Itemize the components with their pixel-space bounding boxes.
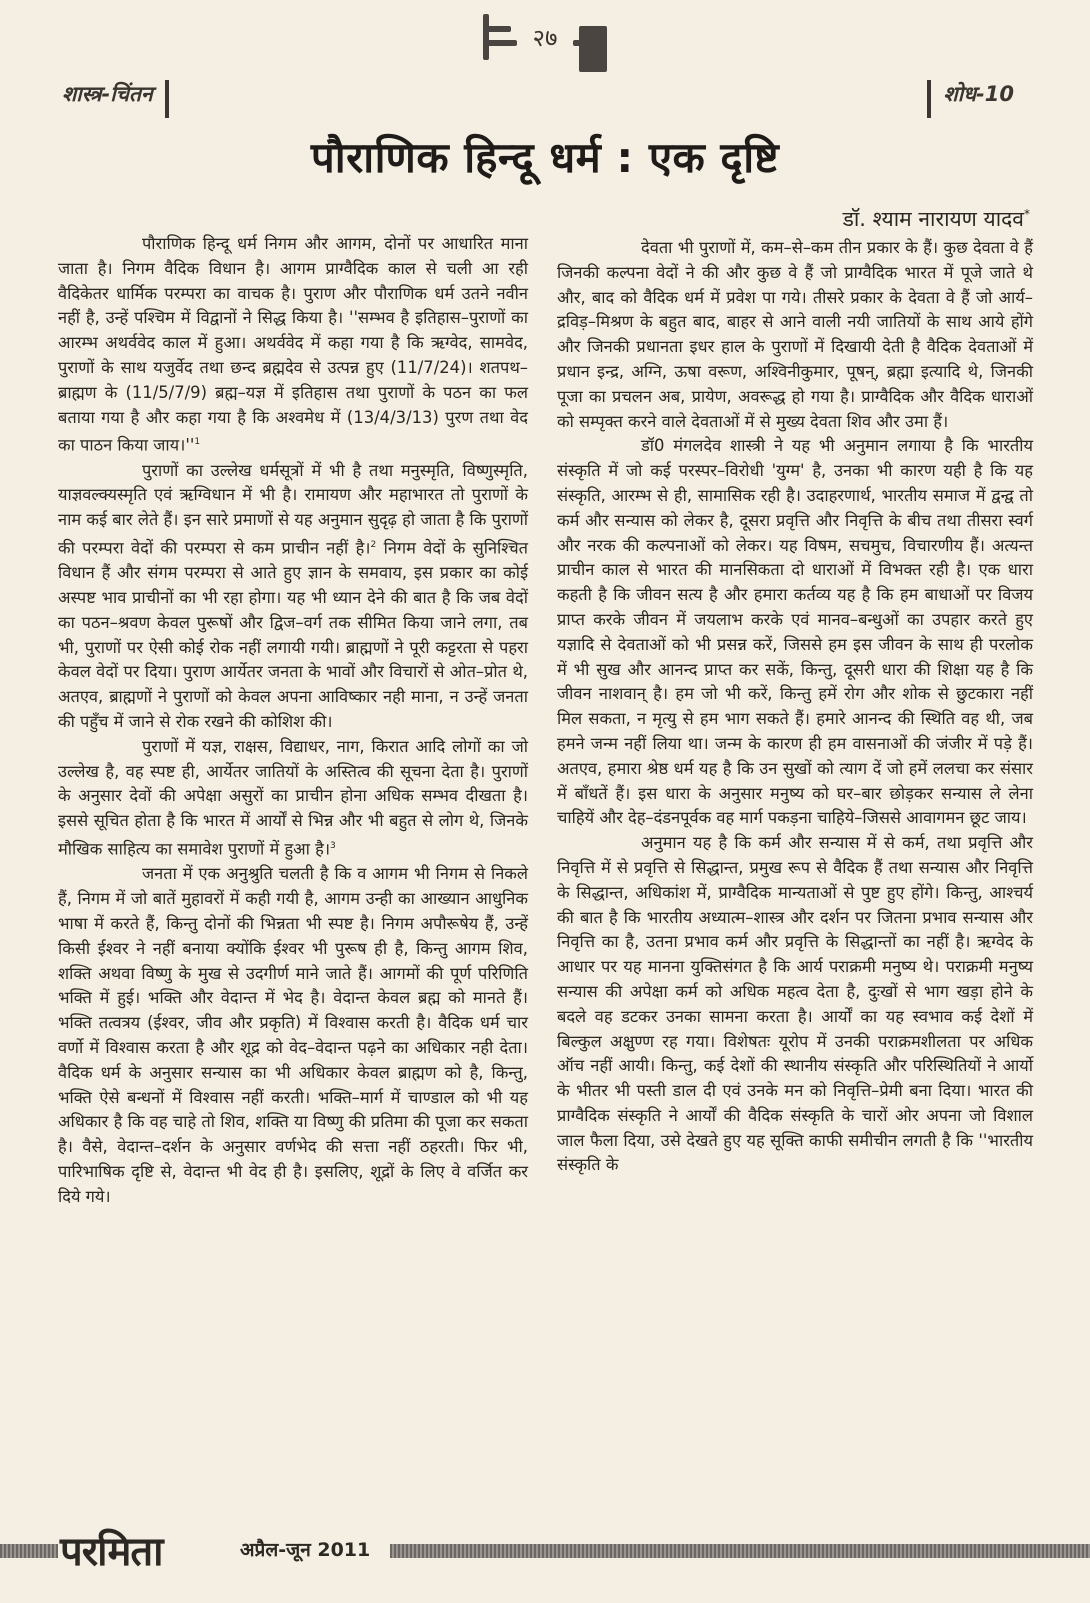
left-p2a-text: पुराणों का उल्लेख धर्मसूत्रों में भी है तथा मनुस्मृति, विष्णुस्मृति, याज्ञवल्क्यस्मृति एवं ऋग्विधान में भी है। रामायण और महाभारत तो पुराणों के नाम कई बार लेते हैं। इन सारे प्रमाणों से यह अनुमान सुदृढ़ हो जाता है कि पुराणों की परम्परा वेदों की परम्परा से कम प्राचीन नहीं है। [58,460,528,558]
footer-rule-left [0,1544,58,1558]
footer-rule-right [390,1544,1090,1558]
left-paragraph-3 [58,735,528,862]
issue-date: अप्रैल-जून 2011 [240,1539,371,1561]
page-number-block [0,14,1090,74]
left-ornament-icon [483,14,517,60]
left-paragraph-4: जनता में एक अनुश्रुति चलती है कि व आगम भी निगम से निकले हैं, निगम में जो बातें मुहावरों में कही गयी है, आगम उन्ही का आख्यान आधुनिक भाषा में करते हैं, किन्तु दोनों की भिन्नता भी स्पष्ट है। निगम अपौरूषेय हैं, उन्हें किसी ईश्वर ने नहीं बनाया क्योंकि ईश्वर भी पुरूष ही है, किन्तु आगम शिव, शक्ति अथवा विष्णु के मुख से उदगीर्ण माने जाते हैं। आगमों की पूर्ण परिणिति भक्ति में हुई। भक्ति और वेदान्त में भेद है। वेदान्त केवल ब्रह्म को मानते हैं। भक्ति तत्वत्रय (ईश्वर, जीव और प्रकृति) में विश्वास करती है। वैदिक धर्म चार वर्णो में विश्वास करता है और शूद्र को वेद–वेदान्त पढ़ने का अधिकार नही देता। वैदिक धर्म के अनुसार सन्यास का भी अधिकार केवल ब्राह्मण को है, किन्तु, भक्ति ऐसे बन्धनों में विश्वास नहीं करती। भक्ति–मार्ग में चाण्डाल को भी यह अधिकार है कि वह चाहे तो शिव, शक्ति या विष्णु की प्रतिमा की पूजा कर सकता है। वैसे, वेदान्त–दर्शन के अनुसार वर्णभेद की सत्ता नहीं ठहरती। फिर भी, पारिभाषिक दृष्टि से, वेदान्त भी वेद ही है। इसलिए, शूद्रों के लिए वे वर्जित कर दिये गये। [58,864,528,1206]
left-p1-text: पौराणिक हिन्दू धर्म निगम और आगम, दोनों पर आधारित माना जाता है। निगम वैदिक विधान है। आगम प्राग्वैदिक काल से चली आ रही वैदिकेतर धार्मिक परम्परा का वाचक है। पुराण और पौराणिक धर्म उतने नवीन नहीं है, उन्हें पश्चिम में विद्वानों ने सिद्ध किया है। ''सम्भव है इतिहास–पुराणों का आरम्भ अथर्ववेद काल में हुआ। अथर्ववेद में कहा गया है कि ऋग्वेद, सामवेद, पुराणों के साथ यजुर्वेद तथा छन्द ब्रह्मदेव से उत्पन्न हुए (11/7/24)। शतपथ–ब्राह्मण के (11/5/7/9) ब्रह्म–यज्ञ में इतिहास तथा पुराणों के पठन का फल बताया गया है और कहा गया है कि अश्वमेध में (13/4/3/13) पुरण तथा वेद का पाठन किया जाय।'' [58,234,528,455]
left-p2b-text: निगम वेदों के सुनिश्चित विधान हैं और संगम परम्परा से आते हुए ज्ञान के समवाय, इस प्रकार का कोई अस्पष्ट भाव प्राचीनों का भी रहा होगा। यह भी ध्यान देने की बात है कि जब वेदों का पठन–श्रवण केवल पुरूषों और द्विज–वर्ग तक सीमित किया जाने लगा, तब भी, पुराणों पर ऐसी कोई रोक नहीं लगायी गयी। ब्राह्मणों ने पूरी कट्टरता से पहरा केवल वेदों पर दिया। पुराण आर्येतर जनता के भावों और विचारों से ओत–प्रोत थे, अतएव, ब्राह्मणों ने पुराणों को केवल अपना आविष्कार नही माना, न उन्हें जनता की पहुँच में जाने से रोक रखने की कोशिश की। [58,538,529,732]
right-paragraph-3: अनुमान यह है कि कर्म और सन्यास में से कर्म, तथा प्रवृत्ति और निवृत्ति में से प्रवृत्ति से सिद्धान्त, प्रमुख रूप से वैदिक हैं तथा सन्यास और निवृत्ति के सिद्धान्त, अधिकांश में, प्राग्वैदिक मान्यताओं से पुष्ट हुए होंगे। किन्तु, आश्चर्य की बात है कि भारतीय अध्यात्म–शास्त्र और दर्शन पर जितना प्रभाव सन्यास और निवृत्ति का है, उतना प्रभाव कर्म और प्रवृत्ति के सिद्धान्तों का नहीं है। ऋग्वेद के आधार पर यह मानना युक्तिसंगत है कि आर्य पराक्रमी मनुष्य थे। पराक्रमी मनुष्य सन्यास की अपेक्षा कर्म को अधिक महत्व देता है, दुःखों से भाग खड़ा होने के बदले वह डटकर उनका सामना करता है। आर्यों का यह स्वभाव कई देशों में बिल्कुल अक्षुण्ण रह गया। विशेषतः यूरोप में उनकी पराक्रमशीलता पर अधिक ऑच नहीं आयी। किन्तु, कई देशों की स्थानीय संस्कृति और परिस्थितियों ने आर्यो के भीतर भी पस्ती डाल दी एवं उनके मन को निवृत्ति–प्रेमी बना दिया। भारत की प्राग्वैदिक संस्कृति ने आर्यों की वैदिक संस्कृति के चारों ओर अपना जो विशाल जाल फैला दिया, उसे देखते हुए यह सूक्ति काफी समीचीन लगती है कि ''भारतीय संस्कृति के [557,833,1033,1175]
magazine-name: परमिता [60,1529,163,1575]
section-label-right: शोध-10 [927,80,1014,118]
right-paragraph-1: देवता भी पुराणों में, कम–से–कम तीन प्रकार के हैं। कुछ देवता वे हैं जिनकी कल्पना वेदों ने की और कुछ वे हैं जो प्राग्वैदिक भारत में पूजे जाते थे और, बाद को वैदिक धर्म में प्रवेश पा गये। तीसरे प्रकार के देवता वे हैं जो आर्य–द्रविड़–मिश्रण के बहुत बाद, बाहर से आने वाली नयी जातियों के साथ आये होंगे और जिनकी प्रधानता इधर हाल के पुराणों में दिखायी देती है वैदिक देवताओं में प्रधान इन्द्र, अग्नि, ऊषा वरूण, अश्विनीकुमार, पूषन्, ब्रह्मा इत्यादि थे, जिनकी पूजा का प्रचलन अब, प्रायेण, अवरूद्ध हो गया है। प्राग्वैदिक और वैदिक धाराओं को सम्पृक्त करने वाले देवताओं में से मुख्य देवता शिव और उमा हैं। [557,238,1033,431]
left-p3-text: पुराणों में यज्ञ, राक्षस, विद्याधर, नाग, किरात आदि लोगों का जो उल्लेख है, वह स्पष्ट ही, आर्येतर जातियों के अस्तित्व की सूचना देता है। पुराणों के अनुसार देवों की अपेक्षा असुरों का प्राचीन होना अधिक सम्भव दीखता है। इससे सूचित होता है कि भारत में आर्यों से भिन्न और भी बहुत से लोग थे, जिनके मौखिक साहित्य का समावेश पुराणों में हुआ है। [58,736,528,859]
section-label-left: शास्त्र-चिंतन [62,80,169,118]
article-title: पौराणिक हिन्दू धर्म : एक दृष्टि [310,133,780,182]
right-column [557,236,1033,1178]
author-name: डॉ. श्याम नारायण यादव [842,207,1024,231]
footnote-ref-2: 2 [370,540,377,551]
footnote-ref-3: 3 [330,841,336,852]
author-mark: * [1024,207,1030,221]
left-paragraph-1 [58,232,528,459]
right-ornament-icon [573,14,607,60]
article-author [843,205,1030,233]
page-footer [0,1520,1090,1580]
left-column [58,232,528,1209]
footnote-ref-1: 1 [194,437,201,448]
left-paragraph-2 [58,459,528,735]
page-number: २७ [532,23,558,52]
right-paragraph-2: डॉ0 मंगलदेव शास्त्री ने यह भी अनुमान लगाया है कि भारतीय संस्कृति में जो कई परस्पर–विरोधी 'युग्म' है, उनका भी कारण यही है कि यह संस्कृति, आरम्भ से ही, सामासिक रही है। उदाहरणार्थ, भारतीय समाज में द्वन्द्व तो कर्म और सन्यास को लेकर है, दूसरा प्रवृत्ति और निवृत्ति के बीच तथा तीसरा स्वर्ग और नरक की कल्पनाओं को लेकर। यह विषम, सचमुच, विचारणीय हैं। अत्यन्त प्राचीन काल से भारत की मानसिकता दो धाराओं में विभक्त रही है। एक धारा कहती है कि जीवन सत्य है और हमारा कर्तव्य यह है कि हम बाधाओं पर विजय प्राप्त करके जीवन में जयलाभ करके एवं मानव–बन्धुओं का उपहार करते हुए यज्ञादि से देवताओं को भी प्रसन्न करें, जिससे हम इस जीवन के साथ ही परलोक में भी सुख और आनन्द प्राप्त कर सकें, किन्तु, दूसरी धारा की शिक्षा यह है कि जीवन नाशवान् है। हम जो भी करें, किन्तु हमें रोग और शोक से छुटकारा नहीं मिल सकता, न मृत्यु से हम भाग सकते हैं। हमारे आनन्द की स्थिति वह थी, जब हमने जन्म नहीं लिया था। जन्म के कारण ही हम वासनाओं की जंजीर में पड़े हैं। अतएव, हमारा श्रेष्ठ धर्म यह है कि उन सुखों को त्याग दें जो हमें ललचा कर संसार में बाँधतें हैं। इस धारा के अनुसार मनुष्य को घर–बार छोड़कर सन्यास ले लेना चाहियें और देह–दंडनपूर्वक वह मार्ग पकड़ना चाहिये–जिससे आवागमन छूट जाय। [557,436,1033,828]
